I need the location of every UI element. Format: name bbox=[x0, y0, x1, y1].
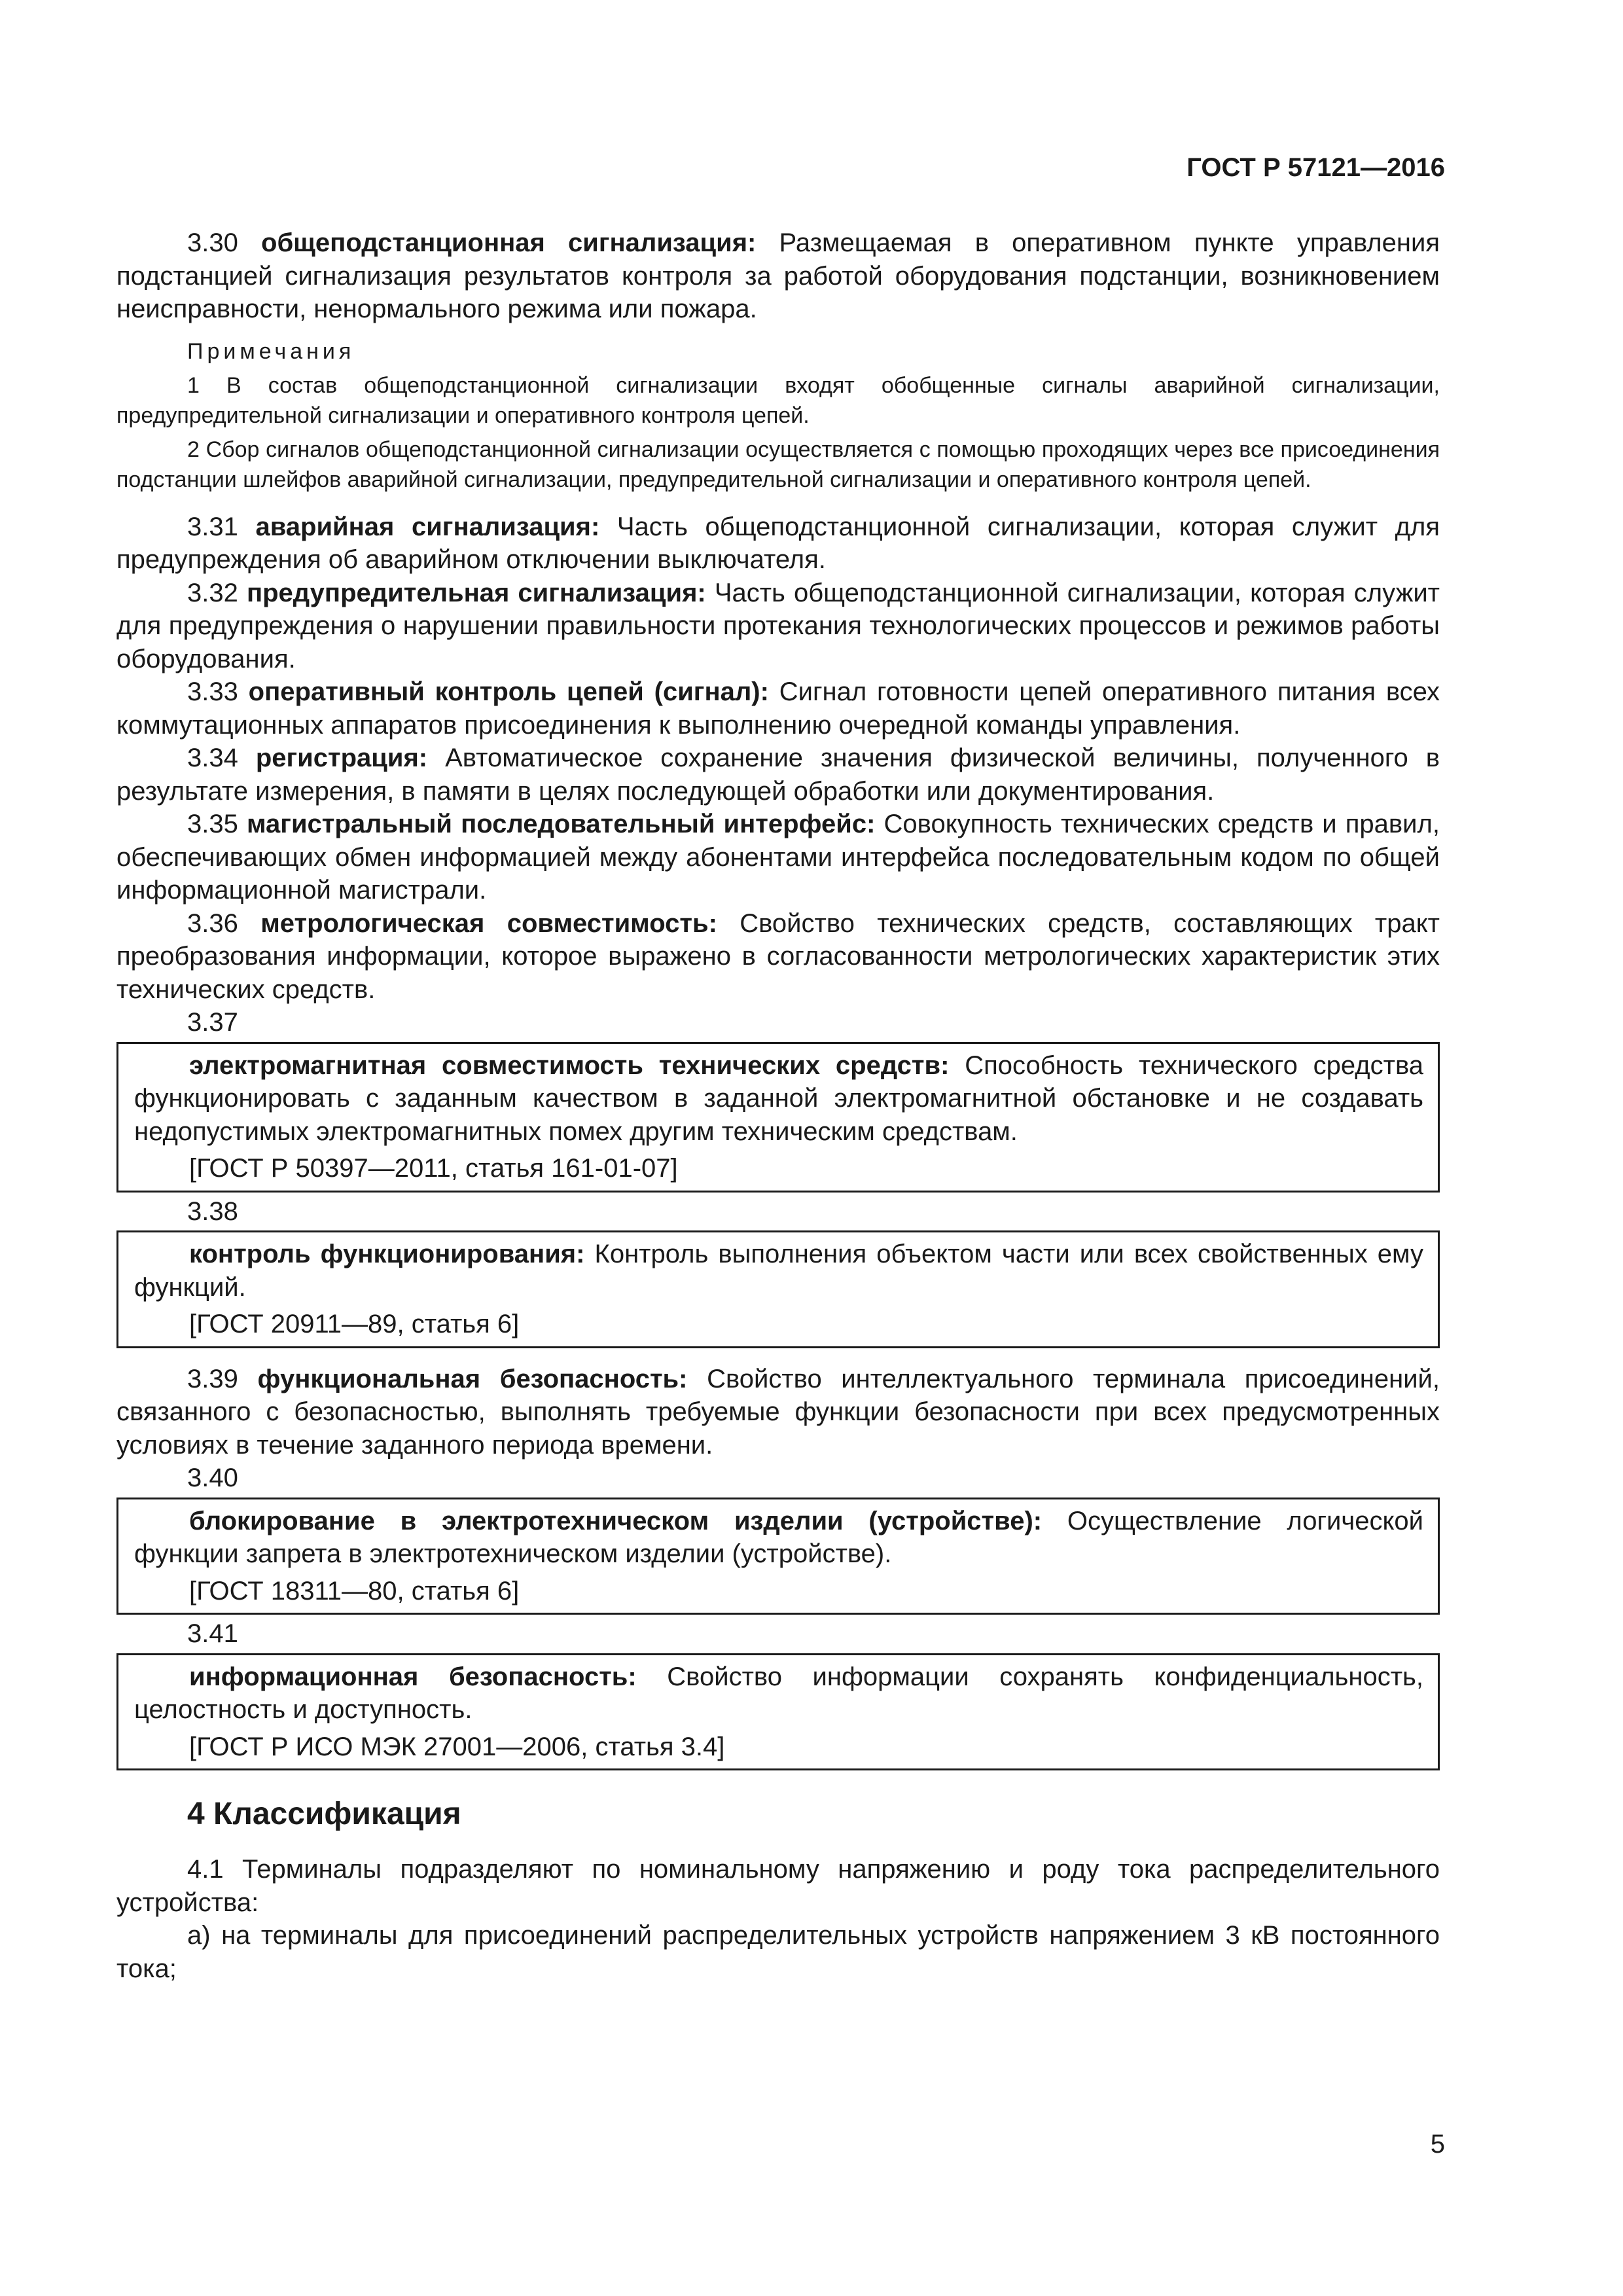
clause-number-3-41: 3.41 bbox=[187, 1619, 238, 1648]
clause-definition: Контроль выполнения объектом части или всех свойственных ему функций. bbox=[134, 1240, 1424, 1302]
clause-3-33 bbox=[116, 675, 1440, 742]
clause-definition: Свойство интеллектуального терминала присоединений, связанного с безопасностью, выполнять требуемые функции безопасности при всех предусмотренных условиях в течение заданного периода времени. bbox=[116, 1364, 1440, 1460]
clause-term: оперативный контроль цепей (сигнал): bbox=[248, 677, 769, 706]
clause-term: аварийная сигнализация: bbox=[255, 512, 600, 541]
clause-term: информационная безопасность: bbox=[189, 1662, 637, 1691]
clause-definition: Часть общеподстанционной сигнализации, которая служит для предупреждения об аварийном отключении выключателя. bbox=[116, 512, 1440, 574]
list-item-a: а) на терминалы для присоединений распределительных устройств напряжением 3 кВ постоянного тока; bbox=[116, 1921, 1440, 1983]
clause-term: предупредительная сигнализация: bbox=[246, 578, 706, 607]
clause-4-1: 4.1 Терминалы подразделяют по номинальному напряжению и роду тока распределительного устройства: bbox=[116, 1855, 1440, 1917]
clause-3-40 bbox=[134, 1505, 1423, 1571]
clause-definition: Свойство технических средств, составляющих тракт преобразования информации, которое выражено в согласованности метрологических характеристик этих технических средств. bbox=[116, 908, 1440, 1004]
quoted-definition-box bbox=[116, 1042, 1440, 1193]
clause-number: 3.32 bbox=[187, 578, 238, 607]
clause-definition: Совокупность технических средств и правил, обеспечивающих обмен информацией между абонентами интерфейса последовательным кодом по общей информационной магистрали. bbox=[116, 810, 1440, 905]
clause-3-30 bbox=[116, 226, 1440, 326]
clause-term: метрологическая совместимость: bbox=[260, 908, 717, 938]
source-reference: [ГОСТ Р ИСО МЭК 27001—2006, статья 3.4] bbox=[189, 1732, 725, 1761]
clause-3-34 bbox=[116, 742, 1440, 808]
clause-3-32 bbox=[116, 577, 1440, 676]
source-reference: [ГОСТ 18311—80, статья 6] bbox=[189, 1576, 520, 1605]
clause-3-35 bbox=[116, 808, 1440, 907]
source-reference: [ГОСТ Р 50397—2011, статья 161-01-07] bbox=[189, 1154, 678, 1183]
clause-definition: Часть общеподстанционной сигнализации, которая служит для предупреждения о нарушении правильности протекания технологических процессов и режимов работы оборудования. bbox=[116, 578, 1440, 673]
clause-3-36 bbox=[116, 907, 1440, 1007]
clause-number: 3.36 bbox=[187, 908, 238, 938]
clause-number: 3.39 bbox=[187, 1364, 238, 1393]
clause-3-41 bbox=[134, 1660, 1423, 1727]
clause-number: 3.35 bbox=[187, 810, 238, 838]
quoted-definition-box bbox=[116, 1498, 1440, 1615]
clause-3-39 bbox=[116, 1363, 1440, 1462]
note-1: 1 В состав общеподстанционной сигнализации входят обобщенные сигналы аварийной сигнализации, предупредительной сигнализации и оперативного контроля цепей. bbox=[116, 372, 1440, 428]
clause-number: 3.31 bbox=[187, 512, 238, 541]
clause-number: 3.33 bbox=[187, 677, 238, 706]
document-body bbox=[116, 226, 1440, 1985]
clause-definition: Сигнал готовности цепей оперативного питания всех коммутационных аппаратов присоединения к выполнению очередной команды управления. bbox=[116, 677, 1440, 740]
clause-definition: Размещаемая в оперативном пункте управления подстанцией сигнализация результатов контроля за работой оборудования подстанции, возникновением неисправности, ненормального режима или пожара. bbox=[116, 228, 1440, 323]
notes-title: Примечания bbox=[187, 338, 355, 364]
clause-term: электромагнитная совместимость технических средств: bbox=[189, 1050, 950, 1080]
clause-term: блокирование в электротехническом изделии (устройстве): bbox=[189, 1506, 1043, 1535]
note-2: 2 Сбор сигналов общеподстанционной сигнализации осуществляется с помощью проходящих через все присоединения подстанции шлейфов аварийной сигнализации, предупредительной сигнализации и оперативного контроля цепей. bbox=[116, 437, 1440, 492]
clause-number: 3.34 bbox=[187, 744, 238, 772]
section-heading: 4 Классификация bbox=[187, 1797, 461, 1831]
clause-term: общеподстанционная сигнализация: bbox=[261, 228, 757, 257]
document-header: ГОСТ Р 57121—2016 bbox=[1186, 153, 1445, 182]
clause-3-31 bbox=[116, 511, 1440, 577]
quoted-definition-box bbox=[116, 1653, 1440, 1771]
quoted-definition-box bbox=[116, 1230, 1440, 1348]
clause-number-3-37: 3.37 bbox=[187, 1008, 238, 1037]
clause-term: контроль функционирования: bbox=[189, 1240, 585, 1268]
source-reference: [ГОСТ 20911—89, статья 6] bbox=[189, 1310, 520, 1338]
clause-number: 3.30 bbox=[187, 228, 238, 257]
clause-3-37 bbox=[134, 1049, 1423, 1149]
clause-term: регистрация: bbox=[255, 744, 428, 772]
clause-definition: Свойство информации сохранять конфиденциальность, целостность и доступность. bbox=[134, 1662, 1423, 1724]
page-number: 5 bbox=[1430, 2130, 1445, 2159]
clause-3-38 bbox=[134, 1238, 1423, 1304]
clause-definition: Автоматическое сохранение значения физической величины, полученного в результате измерения, в памяти в целях последующей обработки или документирования. bbox=[116, 744, 1440, 806]
clause-number-3-38: 3.38 bbox=[187, 1196, 238, 1226]
clause-term: магистральный последовательный интерфейс: bbox=[246, 810, 876, 838]
clause-number-3-40: 3.40 bbox=[187, 1463, 238, 1492]
clause-definition: Осуществление логической функции запрета в электротехническом изделии (устройстве). bbox=[134, 1506, 1424, 1568]
clause-term: функциональная безопасность: bbox=[257, 1364, 688, 1393]
clause-definition: Способность технического средства функционировать с заданным качеством в заданной электромагнитной обстановке и не создавать недопустимых электромагнитных помех другим техническим средствам. bbox=[134, 1050, 1423, 1146]
